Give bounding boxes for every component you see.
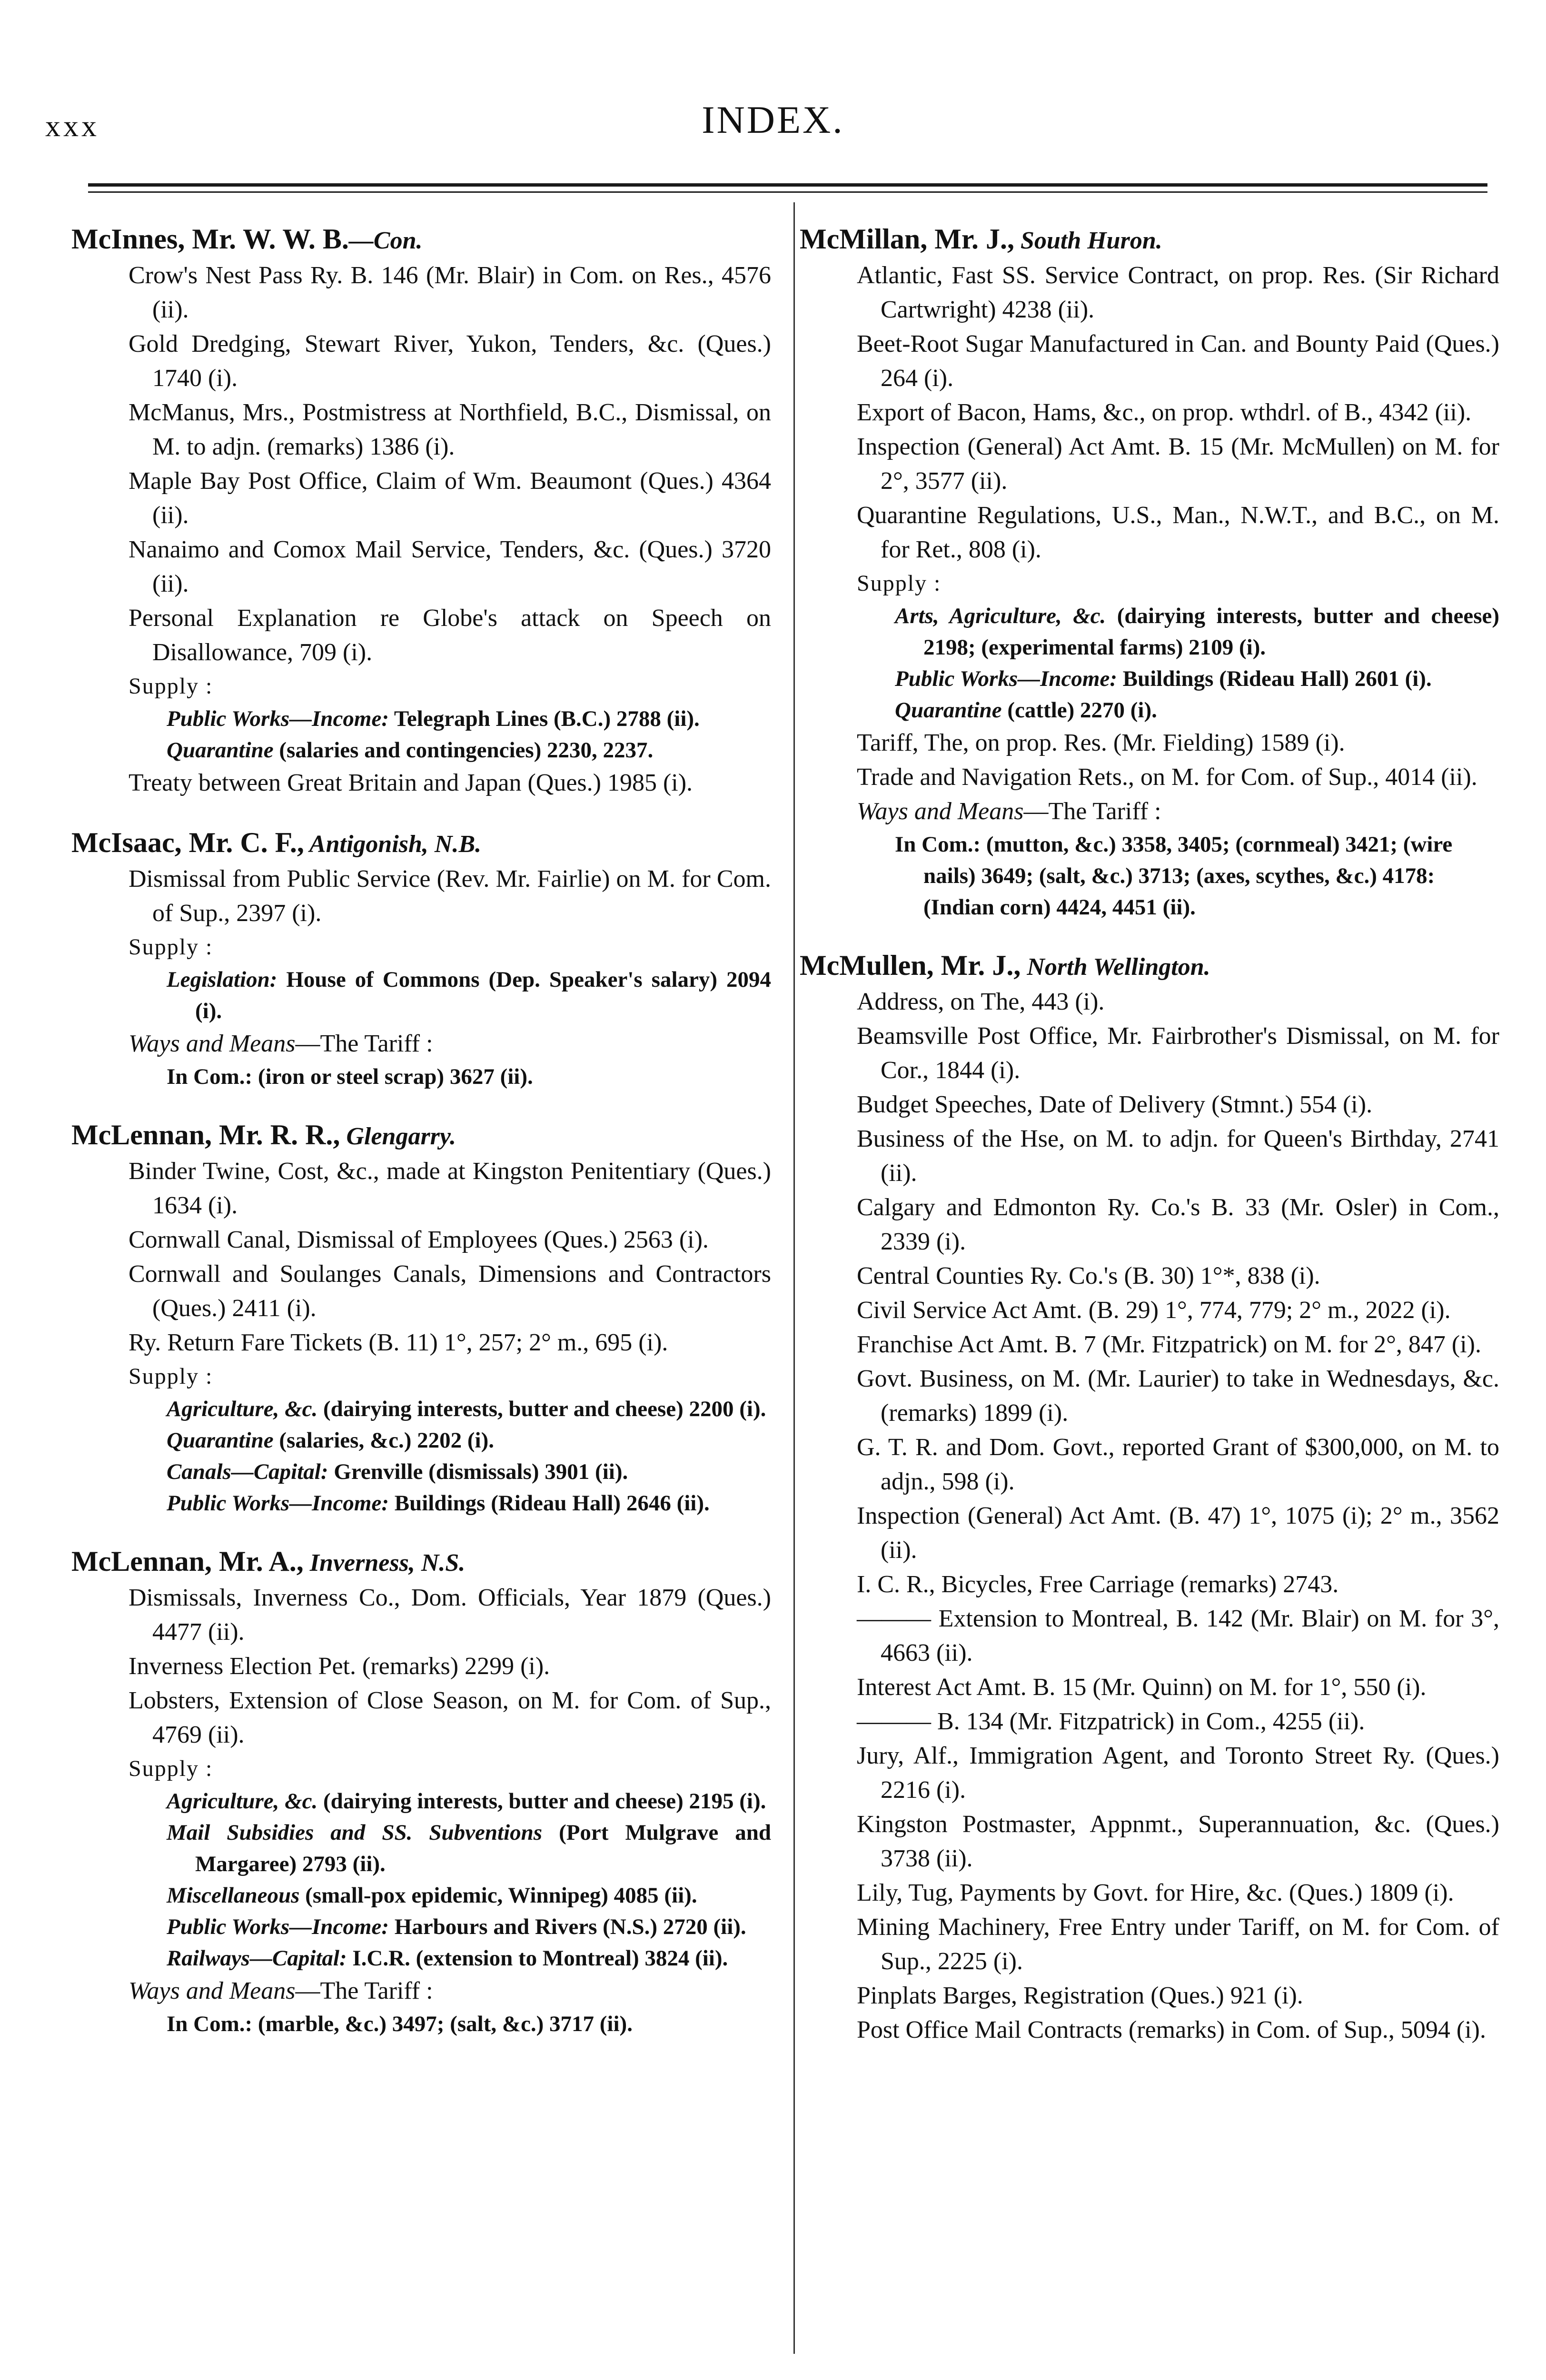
index-item: Jury, Alf., Immigration Agent, and Toronto Street Ry. (Ques.) 2216 (i).: [857, 1742, 1499, 1804]
index-item: Business of the Hse, on M. to adjn. for Queen's Birthday, 2741 (ii).: [857, 1125, 1499, 1187]
supply-label: Supply :: [129, 674, 213, 699]
index-item: Treaty between Great Britain and Japan (Ques.) 1985 (i).: [129, 769, 693, 796]
index-item: Inspection (General) Act Amt. B. 15 (Mr. McMullen) on M. for 2°, 3577 (ii).: [857, 433, 1499, 495]
index-entry: [800, 221, 1499, 923]
index-item: Civil Service Act Amt. (B. 29) 1°, 774, 779; 2° m., 2022 (i).: [857, 1297, 1451, 1324]
index-item: Inspection (General) Act Amt. (B. 47) 1°, 1075 (i); 2° m., 3562 (ii).: [857, 1502, 1499, 1564]
index-item: Calgary and Edmonton Ry. Co.'s B. 33 (Mr. Osler) in Com., 2339 (i).: [857, 1194, 1499, 1255]
supply-item: [71, 703, 771, 734]
index-item: G. T. R. and Dom. Govt., reported Grant of $300,000, on M. to adjn., 598 (i).: [857, 1434, 1499, 1495]
supply-item: [800, 600, 1499, 663]
supply-category: Legislation:: [167, 967, 277, 992]
header-rule-thin: [88, 191, 1487, 193]
page-number: xxx: [45, 109, 99, 143]
index-item: Dismissal from Public Service (Rev. Mr. Fairlie) on M. for Com. of Sup., 2397 (i).: [129, 865, 771, 927]
ways-text: —The Tariff :: [295, 1977, 433, 2004]
supply-item: [71, 1911, 771, 1943]
index-item: Budget Speeches, Date of Delivery (Stmnt.) 554 (i).: [857, 1091, 1373, 1118]
index-item: Inverness Election Pet. (remarks) 2299 (i).: [129, 1653, 550, 1680]
supply-category: Mail Subsidies and SS. Subventions: [167, 1820, 543, 1845]
supply-item: [71, 1393, 771, 1425]
index-entry: [800, 948, 1499, 2047]
member-constituency: North Wellington.: [1021, 953, 1210, 981]
supply-text: (dairying interests, butter and cheese) 2195 (i).: [317, 1789, 766, 1814]
index-item: Trade and Navigation Rets., on M. for Com. of Sup., 4014 (ii).: [857, 764, 1477, 791]
supply-text: Telegraph Lines (B.C.) 2788 (ii).: [388, 706, 700, 731]
supply-category: Public Works—Income:: [167, 1491, 389, 1516]
member-constituency: South Huron.: [1014, 227, 1162, 254]
index-item: I. C. R., Bicycles, Free Carriage (remarks) 2743.: [857, 1571, 1339, 1598]
supply-label: Supply :: [857, 571, 941, 596]
supply-item: [800, 663, 1499, 694]
index-item: Dismissals, Inverness Co., Dom. Officials, Year 1879 (Ques.) 4477 (ii).: [129, 1584, 771, 1646]
index-item: Central Counties Ry. Co.'s (B. 30) 1°*, 838 (i).: [857, 1262, 1320, 1289]
ways-text: —The Tariff :: [295, 1030, 433, 1057]
index-entry: [71, 1544, 771, 2040]
index-item: Atlantic, Fast SS. Service Contract, on prop. Res. (Sir Richard Cartwright) 4238 (ii).: [857, 262, 1499, 323]
supply-text: Harbours and Rivers (N.S.) 2720 (ii).: [388, 1914, 746, 1939]
index-item: Lily, Tug, Payments by Govt. for Hire, &c. (Ques.) 1809 (i).: [857, 1879, 1454, 1906]
supply-text: (cattle) 2270 (i).: [1001, 698, 1157, 723]
index-item: Export of Bacon, Hams, &c., on prop. wthdrl. of B., 4342 (ii).: [857, 399, 1472, 426]
supply-text: Buildings (Rideau Hall) 2646 (ii).: [388, 1491, 710, 1516]
member-constituency: Inverness, N.S.: [303, 1549, 466, 1577]
supply-item: [71, 1785, 771, 1817]
supply-item: [71, 964, 771, 1027]
index-item: Ry. Return Fare Tickets (B. 11) 1°, 257; 2° m., 695 (i).: [129, 1329, 668, 1356]
supply-text: Grenville (dismissals) 3901 (ii).: [328, 1459, 628, 1484]
member-name: McLennan, Mr. A.,: [71, 1546, 304, 1577]
index-entry: [71, 221, 771, 800]
member-name: McInnes, Mr. W. W. B.: [71, 223, 349, 255]
supply-item: [71, 1488, 771, 1519]
member-name: McMullen, Mr. J.,: [800, 950, 1021, 981]
supply-text: Buildings (Rideau Hall) 2601 (i).: [1117, 666, 1432, 691]
entry-heading: [71, 1544, 771, 1581]
index-item: Nanaimo and Comox Mail Service, Tenders, &c. (Ques.) 3720 (ii).: [129, 536, 771, 597]
index-entry: [71, 1117, 771, 1519]
in-committee: In Com.: (marble, &c.) 3497; (salt, &c.) 3717 (ii).: [167, 2012, 633, 2036]
supply-category: Agriculture, &c.: [167, 1397, 318, 1421]
member-name: McIsaac, Mr. C. F.,: [71, 827, 304, 858]
supply-category: Public Works—Income:: [895, 666, 1117, 691]
member-name: McMillan, Mr. J.,: [800, 223, 1015, 255]
supply-category: Miscellaneous: [167, 1883, 300, 1908]
ways-label: Ways and Means: [129, 1977, 296, 2004]
ways-label: Ways and Means: [129, 1030, 296, 1057]
index-item: Cornwall Canal, Dismissal of Employees (Ques.) 2563 (i).: [129, 1226, 709, 1253]
ways-and-means: [71, 1974, 771, 2008]
supply-item: [71, 1425, 771, 1456]
supply-text: (salaries and contingencies) 2230, 2237.: [273, 738, 654, 763]
index-item: Beet-Root Sugar Manufactured in Can. and Bounty Paid (Ques.) 264 (i).: [857, 330, 1499, 392]
supply-category: Public Works—Income:: [167, 1914, 389, 1939]
header-rule-thick: [88, 183, 1487, 187]
supply-text: (small-pox epidemic, Winnipeg) 4085 (ii).: [299, 1883, 697, 1908]
supply-item: [71, 1817, 771, 1880]
index-item: Quarantine Regulations, U.S., Man., N.W.T., and B.C., on M. for Ret., 808 (i).: [857, 502, 1499, 563]
index-entry: [71, 825, 771, 1092]
supply-label: Supply :: [129, 1756, 213, 1781]
supply-category: Canals—Capital:: [167, 1459, 328, 1484]
supply-category: Arts, Agriculture, &c.: [895, 604, 1106, 628]
supply-category: Quarantine: [895, 698, 1002, 723]
supply-category: Quarantine: [167, 1428, 274, 1453]
supply-text: I.C.R. (extension to Montreal) 3824 (ii).: [347, 1946, 728, 1971]
index-item: Interest Act Amt. B. 15 (Mr. Quinn) on M. for 1°, 550 (i).: [857, 1674, 1427, 1701]
index-item: Franchise Act Amt. B. 7 (Mr. Fitzpatrick) on M. for 2°, 847 (i).: [857, 1331, 1481, 1358]
index-item: Address, on The, 443 (i).: [857, 988, 1105, 1015]
left-column: [71, 221, 771, 2064]
supply-item: [71, 1943, 771, 1974]
index-item: Mining Machinery, Free Entry under Tariff, on M. for Com. of Sup., 2225 (i).: [857, 1914, 1499, 1975]
index-item: ——— Extension to Montreal, B. 142 (Mr. Blair) on M. for 3°, 4663 (ii).: [857, 1605, 1499, 1666]
supply-category: Agriculture, &c.: [167, 1789, 318, 1814]
supply-item: [71, 1456, 771, 1488]
supply-text: (salaries, &c.) 2202 (i).: [273, 1428, 494, 1453]
index-item: Pinplats Barges, Registration (Ques.) 921 (i).: [857, 1982, 1303, 2009]
index-item: Gold Dredging, Stewart River, Yukon, Tenders, &c. (Ques.) 1740 (i).: [129, 330, 771, 392]
supply-item: [800, 694, 1499, 726]
supply-category: Quarantine: [167, 738, 274, 763]
index-item: Lobsters, Extension of Close Season, on M. for Com. of Sup., 4769 (ii).: [129, 1687, 771, 1748]
supply-category: Public Works—Income:: [167, 706, 389, 731]
index-item: ——— B. 134 (Mr. Fitzpatrick) in Com., 4255 (ii).: [857, 1708, 1365, 1735]
index-item: Post Office Mail Contracts (remarks) in Com. of Sup., 5094 (i).: [857, 2016, 1486, 2043]
entry-heading: [71, 825, 771, 862]
index-item: Crow's Nest Pass Ry. B. 146 (Mr. Blair) in Com. on Res., 4576 (ii).: [129, 262, 771, 323]
entry-heading: [800, 948, 1499, 985]
supply-category: Railways—Capital:: [167, 1946, 347, 1971]
column-divider: [793, 202, 795, 2354]
entry-heading: [71, 1117, 771, 1154]
index-item: Beamsville Post Office, Mr. Fairbrother's Dismissal, on M. for Cor., 1844 (i).: [857, 1022, 1499, 1084]
index-item: McManus, Mrs., Postmistress at Northfield, B.C., Dismissal, on M. to adjn. (remarks) 1386 (i).: [129, 399, 771, 460]
member-constituency: Antigonish, N.B.: [304, 831, 482, 858]
supply-label: Supply :: [129, 1364, 213, 1389]
in-committee: In Com.: (mutton, &c.) 3358, 3405; (cornmeal) 3421; (wire nails) 3649; (salt, &c.) 3713; (axes, scythes, &c.) 4178: (Indian corn) 4424, 4451 (ii).: [895, 832, 1453, 920]
ways-and-means: [800, 794, 1499, 829]
member-constituency: Glengarry.: [340, 1123, 456, 1150]
index-item: Kingston Postmaster, Appnmt., Superannuation, &c. (Ques.) 3738 (ii).: [857, 1811, 1499, 1872]
member-name: McLennan, Mr. R. R.,: [71, 1119, 340, 1150]
member-constituency: —Con.: [348, 227, 423, 254]
supply-text: (dairying interests, butter and cheese) 2198; (experimental farms) 2109 (i).: [923, 604, 1499, 660]
supply-item: [71, 1880, 771, 1911]
index-item: Maple Bay Post Office, Claim of Wm. Beaumont (Ques.) 4364 (ii).: [129, 467, 771, 529]
page-title: INDEX.: [702, 98, 844, 141]
supply-text: House of Commons (Dep. Speaker's salary) 2094 (i).: [195, 967, 771, 1023]
in-committee: In Com.: (iron or steel scrap) 3627 (ii).: [167, 1064, 533, 1089]
ways-text: —The Tariff :: [1023, 798, 1161, 825]
entry-heading: [71, 221, 771, 258]
right-column: [800, 221, 1499, 2072]
entry-heading: [800, 221, 1499, 258]
supply-item: [71, 734, 771, 766]
ways-and-means: [71, 1027, 771, 1061]
index-item: Govt. Business, on M. (Mr. Laurier) to take in Wednesdays, &c. (remarks) 1899 (i).: [857, 1365, 1499, 1427]
index-item: Cornwall and Soulanges Canals, Dimensions and Contractors (Ques.) 2411 (i).: [129, 1260, 771, 1322]
supply-text: (dairying interests, butter and cheese) 2200 (i).: [317, 1397, 766, 1421]
index-item: Personal Explanation re Globe's attack on Speech on Disallowance, 709 (i).: [129, 605, 771, 666]
index-item: Tariff, The, on prop. Res. (Mr. Fielding) 1589 (i).: [857, 729, 1345, 756]
index-item: Binder Twine, Cost, &c., made at Kingston Penitentiary (Ques.) 1634 (i).: [129, 1158, 771, 1219]
ways-label: Ways and Means: [857, 798, 1024, 825]
supply-label: Supply :: [129, 934, 213, 960]
supply-text: (Port Mulgrave and Margaree) 2793 (ii).: [195, 1820, 771, 1876]
